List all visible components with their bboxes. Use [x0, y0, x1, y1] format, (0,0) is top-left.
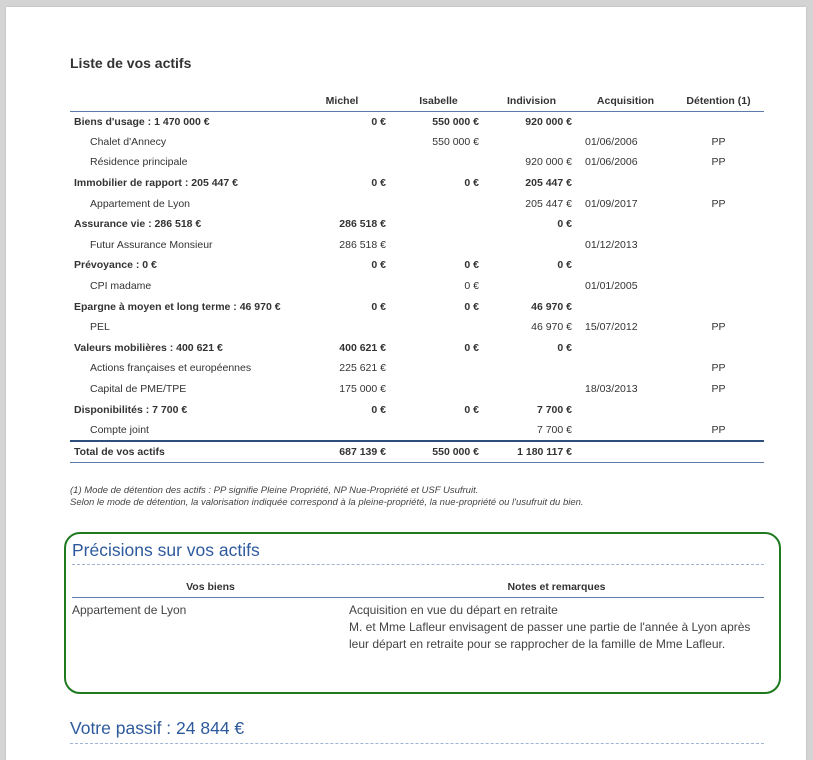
value-michel: 0 € [371, 403, 386, 416]
acquisition-date: 01/01/2005 [585, 280, 638, 293]
acquisition-date: 18/03/2013 [585, 383, 638, 396]
value-michel [292, 420, 392, 441]
detention-mode: PP [711, 135, 726, 148]
precisions-table [72, 581, 764, 653]
value-isabelle [392, 193, 485, 214]
acquisition-date [578, 338, 673, 359]
value-michel [292, 193, 392, 214]
value-isabelle: 550 000 € [432, 115, 479, 128]
total-indivision: 1 180 117 € [485, 441, 578, 463]
total-detention [673, 441, 764, 463]
value-indivision: 920 000 € [525, 115, 572, 128]
value-isabelle [392, 379, 485, 400]
value-isabelle: 0 € [464, 300, 479, 313]
value-indivision: 7 700 € [536, 423, 572, 436]
acquisition-date [578, 255, 673, 276]
detention-mode: PP [711, 423, 726, 436]
acquisition-date: 15/07/2012 [585, 321, 638, 334]
value-isabelle: 0 € [464, 280, 479, 293]
value-michel [292, 132, 392, 153]
asset-row [70, 379, 764, 400]
category-row [70, 338, 764, 359]
value-michel: 0 € [371, 259, 386, 272]
precisions-header-row [72, 581, 764, 597]
asset-row [70, 317, 764, 338]
detention-mode: PP [711, 156, 726, 169]
acquisition-date: 01/06/2006 [585, 156, 638, 169]
acquisition-date: 01/12/2013 [585, 238, 638, 251]
detention-mode [673, 235, 764, 256]
value-indivision [485, 358, 578, 379]
header-acquisition: Acquisition [578, 95, 673, 111]
header-indivision: Indivision [485, 95, 578, 111]
value-isabelle: 0 € [464, 341, 479, 354]
precision-bien: Appartement de Lyon [72, 602, 187, 617]
acquisition-date: 01/09/2017 [585, 197, 638, 210]
asset-row [70, 132, 764, 153]
detention-mode [673, 399, 764, 420]
category-row [70, 296, 764, 317]
total-acquisition [578, 441, 673, 463]
assets-section [70, 55, 764, 509]
precision-note [349, 597, 764, 653]
value-michel: 175 000 € [339, 383, 386, 396]
acquisition-date [578, 296, 673, 317]
acquisition-date [578, 214, 673, 235]
detention-mode: PP [711, 362, 726, 375]
value-michel: 0 € [371, 177, 386, 190]
value-isabelle [392, 214, 485, 235]
value-isabelle: 0 € [464, 403, 479, 416]
value-isabelle [392, 152, 485, 173]
passif-title: Votre passif : 24 844 € [70, 718, 764, 744]
category-row [70, 111, 764, 132]
value-isabelle: 550 000 € [432, 135, 479, 148]
value-indivision: 46 970 € [531, 300, 572, 313]
label: Assurance vie : 286 518 € [74, 218, 202, 231]
total-michel: 687 139 € [292, 441, 392, 463]
asset-row [70, 152, 764, 173]
value-michel: 286 518 € [339, 218, 386, 231]
label: Résidence principale [90, 156, 188, 169]
value-michel: 0 € [371, 115, 386, 128]
value-isabelle [392, 358, 485, 379]
label: Compte joint [90, 423, 149, 436]
detention-mode [673, 214, 764, 235]
label: Futur Assurance Monsieur [90, 238, 213, 251]
value-indivision: 46 970 € [531, 321, 572, 334]
acquisition-date [578, 399, 673, 420]
precision-note-title: Acquisition en vue du départ en retraite [349, 602, 558, 617]
value-indivision: 205 447 € [525, 177, 572, 190]
value-indivision: 0 € [557, 341, 572, 354]
value-indivision [485, 379, 578, 400]
acquisition-date: 01/06/2006 [585, 135, 638, 148]
category-row [70, 399, 764, 420]
label: Valeurs mobilières : 400 621 € [74, 341, 223, 354]
value-michel [292, 152, 392, 173]
asset-row [70, 235, 764, 256]
asset-row [70, 358, 764, 379]
value-michel: 225 621 € [339, 362, 386, 375]
acquisition-date [578, 358, 673, 379]
asset-row [70, 193, 764, 214]
detention-mode [673, 255, 764, 276]
label: Actions françaises et européennes [90, 362, 252, 375]
value-indivision: 920 000 € [525, 156, 572, 169]
label: Prévoyance : 0 € [74, 259, 157, 272]
value-indivision: 0 € [557, 259, 572, 272]
value-indivision: 7 700 € [536, 403, 572, 416]
report-page [6, 7, 806, 760]
category-row [70, 173, 764, 194]
label: Immobilier de rapport : 205 447 € [74, 177, 238, 190]
footnote-line-1: (1) Mode de détention des actifs : PP signifie Pleine Propriété, NP Nue-Propriété et USF Usufruit. [70, 485, 479, 496]
value-indivision [485, 276, 578, 297]
detention-mode [673, 276, 764, 297]
precisions-box [64, 532, 781, 694]
precision-note-text: M. et Mme Lafleur envisagent de passer une partie de l'année à Lyon après leur départ en retraite pour se rapprocher de la famille de Mme Lafleur. [349, 619, 751, 651]
header-label [70, 95, 292, 111]
label: Chalet d'Annecy [90, 135, 167, 148]
detention-mode: PP [711, 383, 726, 396]
asset-row [70, 276, 764, 297]
header-notes: Notes et remarques [349, 581, 764, 597]
header-michel: Michel [292, 95, 392, 111]
detention-mode: PP [711, 321, 726, 334]
detention-footnote [70, 485, 764, 509]
value-isabelle: 0 € [464, 259, 479, 272]
label: Capital de PME/TPE [90, 383, 187, 396]
value-indivision [485, 235, 578, 256]
assets-header-row [70, 95, 764, 111]
label: PEL [90, 321, 110, 334]
label: CPI madame [90, 280, 152, 293]
acquisition-date [578, 111, 673, 132]
detention-mode: PP [711, 197, 726, 210]
header-detention: Détention (1) [673, 95, 764, 111]
category-row [70, 214, 764, 235]
precisions-title: Précisions sur vos actifs [72, 540, 764, 565]
total-isabelle: 550 000 € [392, 441, 485, 463]
value-michel: 286 518 € [339, 238, 386, 251]
acquisition-date [578, 420, 673, 441]
value-indivision [485, 132, 578, 153]
acquisition-date [578, 173, 673, 194]
value-isabelle [392, 317, 485, 338]
header-vos-biens: Vos biens [72, 581, 349, 597]
value-indivision: 205 447 € [525, 197, 572, 210]
label: Epargne à moyen et long terme : 46 970 € [74, 300, 281, 313]
assets-title: Liste de vos actifs [70, 55, 192, 71]
value-isabelle [392, 235, 485, 256]
label: Biens d'usage : 1 470 000 € [74, 115, 210, 128]
precision-row [72, 597, 764, 653]
label: Appartement de Lyon [90, 197, 191, 210]
detention-mode [673, 338, 764, 359]
detention-mode [673, 173, 764, 194]
asset-row [70, 420, 764, 441]
value-isabelle [392, 420, 485, 441]
detention-mode [673, 296, 764, 317]
value-indivision: 0 € [557, 218, 572, 231]
footnote-line-2: Selon le mode de détention, la valorisation indiquée correspond à la pleine-propriété, la nue-propriété ou l'usufruit du bien. [70, 497, 584, 508]
header-isabelle: Isabelle [392, 95, 485, 111]
category-row [70, 255, 764, 276]
value-isabelle: 0 € [464, 177, 479, 190]
value-michel [292, 276, 392, 297]
label: Disponibilités : 7 700 € [74, 403, 188, 416]
detention-mode [673, 111, 764, 132]
value-michel [292, 317, 392, 338]
value-michel: 0 € [371, 300, 386, 313]
total-label: Total de vos actifs [70, 441, 292, 463]
value-michel: 400 621 € [339, 341, 386, 354]
assets-table [70, 95, 764, 463]
total-row [70, 441, 764, 463]
